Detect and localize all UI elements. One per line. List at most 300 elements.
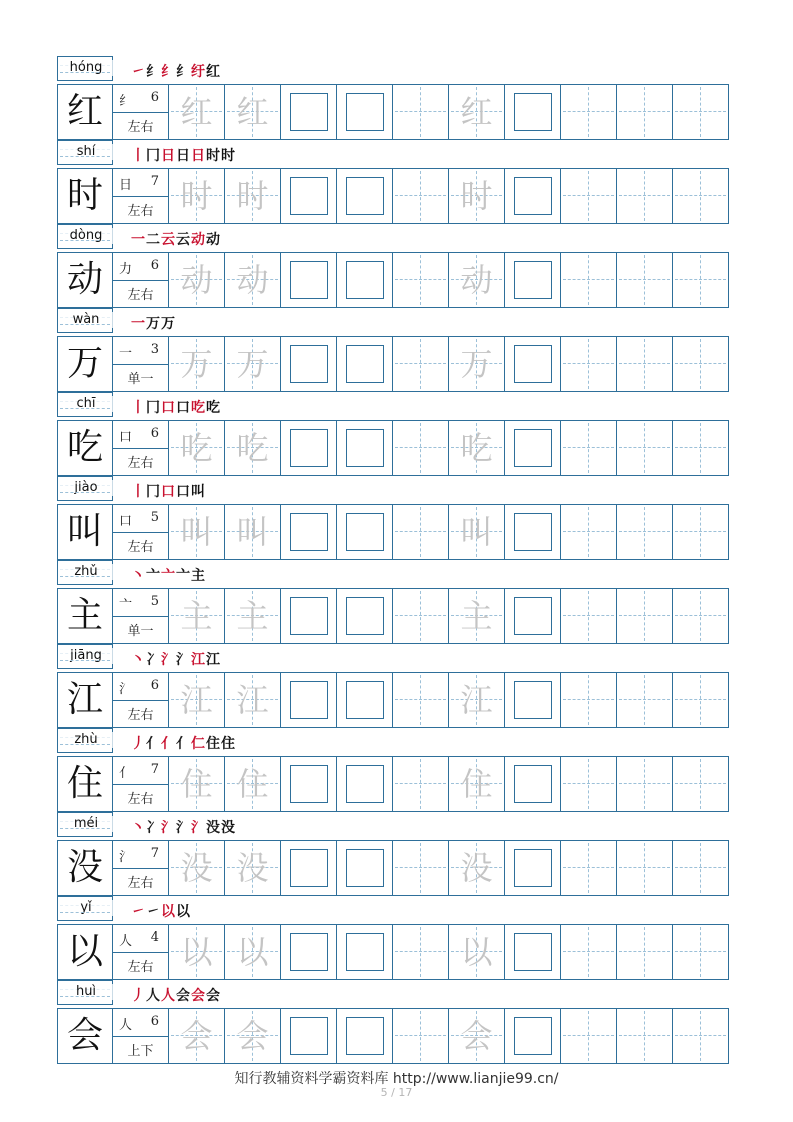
stroke-step: 二 bbox=[146, 232, 160, 248]
trace-character: 时 bbox=[180, 177, 213, 215]
stroke-step: 万 bbox=[146, 316, 160, 332]
trace-character: 万 bbox=[236, 345, 269, 383]
trace-cell bbox=[449, 421, 505, 475]
writing-row bbox=[57, 756, 729, 812]
inner-box bbox=[290, 513, 328, 551]
stroke-step: 叫 bbox=[191, 484, 205, 500]
structure-label: 单一 bbox=[127, 372, 154, 387]
info-cell bbox=[113, 85, 169, 139]
stroke-step: 纟 bbox=[146, 64, 160, 80]
main-character: 时 bbox=[66, 175, 103, 216]
stroke-step: 万 bbox=[161, 316, 175, 332]
stroke-step: 一 bbox=[131, 232, 145, 248]
empty-cell bbox=[393, 85, 449, 139]
inner-box bbox=[514, 345, 552, 383]
stroke-count: 6 bbox=[150, 258, 159, 273]
pinyin-row bbox=[57, 308, 729, 336]
structure-label: 左右 bbox=[127, 288, 154, 303]
main-character: 会 bbox=[66, 1015, 103, 1056]
pinyin-text: jiāng bbox=[58, 648, 114, 664]
trace-cell bbox=[225, 1009, 281, 1063]
stroke-count: 7 bbox=[150, 762, 159, 777]
structure-label: 左右 bbox=[127, 540, 154, 555]
character-block bbox=[57, 224, 729, 308]
trace-character: 没 bbox=[236, 849, 269, 887]
stroke-step: 会 bbox=[176, 988, 190, 1004]
stroke-step: 纟 bbox=[161, 64, 175, 80]
main-character-cell bbox=[57, 589, 113, 643]
radical: 人 bbox=[119, 934, 133, 949]
info-top bbox=[113, 253, 168, 281]
stroke-step: 丶 bbox=[131, 820, 145, 836]
stroke-order bbox=[131, 315, 175, 333]
empty-cell bbox=[673, 589, 729, 643]
trace-character: 万 bbox=[460, 345, 493, 383]
radical: 口 bbox=[119, 430, 133, 445]
trace-character: 江 bbox=[180, 681, 213, 719]
trace-character: 住 bbox=[236, 765, 269, 803]
inner-box bbox=[290, 597, 328, 635]
writing-row bbox=[57, 672, 729, 728]
stroke-step: 动 bbox=[191, 232, 205, 248]
empty-cell bbox=[673, 925, 729, 979]
trace-character: 以 bbox=[236, 933, 269, 971]
character-block bbox=[57, 56, 729, 140]
box-cell bbox=[337, 1009, 393, 1063]
box-cell bbox=[505, 253, 561, 307]
info-cell bbox=[113, 925, 169, 979]
writing-row bbox=[57, 84, 729, 140]
stroke-step: 冫 bbox=[146, 820, 160, 836]
empty-cell bbox=[673, 505, 729, 559]
box-cell bbox=[337, 337, 393, 391]
pinyin-cell bbox=[57, 392, 113, 417]
info-top bbox=[113, 169, 168, 197]
inner-box bbox=[514, 933, 552, 971]
character-block bbox=[57, 140, 729, 224]
stroke-step: 江 bbox=[206, 652, 220, 668]
trace-character: 会 bbox=[180, 1017, 213, 1055]
info-cell bbox=[113, 337, 169, 391]
empty-cell bbox=[617, 505, 673, 559]
trace-cell bbox=[449, 841, 505, 895]
character-block bbox=[57, 728, 729, 812]
trace-cell bbox=[225, 85, 281, 139]
pinyin-cell bbox=[57, 56, 113, 81]
info-top bbox=[113, 841, 168, 869]
radical: 口 bbox=[119, 514, 133, 529]
info-cell bbox=[113, 757, 169, 811]
trace-character: 住 bbox=[180, 765, 213, 803]
trace-character: 动 bbox=[180, 261, 213, 299]
empty-cell bbox=[617, 421, 673, 475]
structure-label: 左右 bbox=[127, 876, 154, 891]
stroke-step: 冂 bbox=[146, 148, 160, 164]
stroke-step: 丿 bbox=[131, 736, 145, 752]
trace-cell bbox=[449, 337, 505, 391]
box-cell bbox=[337, 505, 393, 559]
empty-cell bbox=[673, 337, 729, 391]
inner-box bbox=[290, 93, 328, 131]
stroke-order bbox=[131, 735, 235, 753]
character-block bbox=[57, 812, 729, 896]
pinyin-cell bbox=[57, 476, 113, 501]
character-block bbox=[57, 308, 729, 392]
stroke-order bbox=[131, 147, 235, 165]
stroke-order bbox=[131, 819, 235, 837]
stroke-step: 时 bbox=[206, 148, 220, 164]
stroke-step: 丨 bbox=[131, 484, 145, 500]
inner-box bbox=[346, 681, 384, 719]
trace-cell bbox=[169, 841, 225, 895]
trace-cell bbox=[449, 253, 505, 307]
inner-box bbox=[346, 597, 384, 635]
trace-cell bbox=[169, 337, 225, 391]
main-character-cell bbox=[57, 169, 113, 223]
inner-box bbox=[346, 513, 384, 551]
trace-character: 动 bbox=[236, 261, 269, 299]
empty-cell bbox=[393, 505, 449, 559]
stroke-step: 日 bbox=[191, 148, 205, 164]
box-cell bbox=[281, 673, 337, 727]
stroke-order bbox=[131, 63, 220, 81]
pinyin-row bbox=[57, 728, 729, 756]
info-cell bbox=[113, 505, 169, 559]
inner-box bbox=[346, 765, 384, 803]
info-top bbox=[113, 421, 168, 449]
main-character: 主 bbox=[66, 595, 103, 636]
stroke-step: 住 bbox=[206, 736, 220, 752]
box-cell bbox=[505, 1009, 561, 1063]
trace-cell bbox=[449, 169, 505, 223]
pinyin-row bbox=[57, 392, 729, 420]
inner-box bbox=[290, 681, 328, 719]
trace-cell bbox=[169, 757, 225, 811]
structure-label: 左右 bbox=[127, 960, 154, 975]
trace-cell bbox=[225, 673, 281, 727]
trace-cell bbox=[169, 589, 225, 643]
empty-cell bbox=[561, 253, 617, 307]
stroke-step: 红 bbox=[206, 64, 220, 80]
empty-cell bbox=[673, 757, 729, 811]
empty-cell bbox=[561, 925, 617, 979]
stroke-step: 会 bbox=[191, 988, 205, 1004]
empty-cell bbox=[673, 1009, 729, 1063]
info-cell bbox=[113, 1009, 169, 1063]
trace-cell bbox=[225, 505, 281, 559]
pinyin-cell bbox=[57, 644, 113, 669]
trace-character: 吃 bbox=[180, 429, 213, 467]
stroke-step: 丶 bbox=[131, 652, 145, 668]
radical: 力 bbox=[119, 262, 133, 277]
pinyin-row bbox=[57, 812, 729, 840]
main-character-cell bbox=[57, 337, 113, 391]
inner-box bbox=[346, 261, 384, 299]
inner-box bbox=[346, 93, 384, 131]
stroke-step: 纡 bbox=[191, 64, 205, 80]
pinyin-text: méi bbox=[58, 816, 114, 832]
empty-cell bbox=[393, 841, 449, 895]
empty-cell bbox=[561, 169, 617, 223]
box-cell bbox=[337, 841, 393, 895]
stroke-step: 云 bbox=[161, 232, 175, 248]
radical: 氵 bbox=[119, 682, 133, 697]
box-cell bbox=[281, 337, 337, 391]
trace-character: 主 bbox=[180, 597, 213, 635]
info-top bbox=[113, 757, 168, 785]
radical: 纟 bbox=[119, 94, 133, 109]
writing-row bbox=[57, 840, 729, 896]
box-cell bbox=[505, 337, 561, 391]
inner-box bbox=[514, 513, 552, 551]
trace-character: 没 bbox=[180, 849, 213, 887]
inner-box bbox=[290, 849, 328, 887]
empty-cell bbox=[561, 1009, 617, 1063]
trace-cell bbox=[225, 337, 281, 391]
trace-cell bbox=[449, 757, 505, 811]
main-character: 叫 bbox=[66, 511, 103, 552]
pinyin-text: yǐ bbox=[58, 900, 114, 916]
trace-character: 住 bbox=[460, 765, 493, 803]
trace-character: 主 bbox=[236, 597, 269, 635]
pinyin-row bbox=[57, 224, 729, 252]
main-character: 住 bbox=[66, 763, 103, 804]
pinyin-cell bbox=[57, 896, 113, 921]
trace-cell bbox=[169, 673, 225, 727]
trace-cell bbox=[225, 169, 281, 223]
trace-character: 万 bbox=[180, 345, 213, 383]
trace-cell bbox=[225, 421, 281, 475]
inner-box bbox=[346, 345, 384, 383]
box-cell bbox=[281, 421, 337, 475]
pinyin-cell bbox=[57, 308, 113, 333]
box-cell bbox=[281, 925, 337, 979]
writing-row bbox=[57, 924, 729, 980]
structure-label: 左右 bbox=[127, 204, 154, 219]
writing-row bbox=[57, 168, 729, 224]
main-character: 动 bbox=[66, 259, 103, 300]
main-character-cell bbox=[57, 757, 113, 811]
info-top bbox=[113, 673, 168, 701]
box-cell bbox=[281, 253, 337, 307]
writing-row bbox=[57, 588, 729, 644]
empty-cell bbox=[393, 757, 449, 811]
inner-box bbox=[514, 177, 552, 215]
box-cell bbox=[337, 757, 393, 811]
stroke-step: 以 bbox=[161, 904, 175, 920]
pinyin-cell bbox=[57, 224, 113, 249]
pinyin-text: jiào bbox=[58, 480, 114, 496]
stroke-step: 冫 bbox=[146, 652, 160, 668]
pinyin-text: zhù bbox=[58, 732, 114, 748]
empty-cell bbox=[673, 169, 729, 223]
info-top bbox=[113, 85, 168, 113]
box-cell bbox=[337, 421, 393, 475]
trace-cell bbox=[449, 673, 505, 727]
writing-row bbox=[57, 1008, 729, 1064]
trace-character: 主 bbox=[460, 597, 493, 635]
writing-row bbox=[57, 420, 729, 476]
box-cell bbox=[505, 673, 561, 727]
stroke-order bbox=[131, 483, 205, 501]
trace-character: 时 bbox=[236, 177, 269, 215]
pinyin-text: huì bbox=[58, 984, 114, 1000]
inner-box bbox=[346, 933, 384, 971]
stroke-order bbox=[131, 231, 220, 249]
trace-character: 叫 bbox=[236, 513, 269, 551]
trace-cell bbox=[449, 505, 505, 559]
inner-box bbox=[290, 345, 328, 383]
pinyin-text: wàn bbox=[58, 312, 114, 328]
stroke-count: 6 bbox=[150, 678, 159, 693]
radical: 亻 bbox=[119, 766, 133, 781]
empty-cell bbox=[561, 757, 617, 811]
box-cell bbox=[337, 673, 393, 727]
empty-cell bbox=[673, 841, 729, 895]
pinyin-row bbox=[57, 644, 729, 672]
empty-cell bbox=[393, 673, 449, 727]
main-character: 红 bbox=[66, 91, 103, 132]
stroke-step: 会 bbox=[206, 988, 220, 1004]
trace-cell bbox=[449, 85, 505, 139]
structure-label: 单一 bbox=[127, 624, 154, 639]
empty-cell bbox=[673, 253, 729, 307]
inner-box bbox=[346, 1017, 384, 1055]
inner-box bbox=[290, 429, 328, 467]
pinyin-cell bbox=[57, 812, 113, 837]
structure-label: 左右 bbox=[127, 708, 154, 723]
empty-cell bbox=[561, 589, 617, 643]
pinyin-cell bbox=[57, 140, 113, 165]
info-cell bbox=[113, 253, 169, 307]
stroke-step: 江 bbox=[191, 652, 205, 668]
main-character-cell bbox=[57, 85, 113, 139]
stroke-step: 丨 bbox=[131, 148, 145, 164]
empty-cell bbox=[617, 1009, 673, 1063]
character-block bbox=[57, 476, 729, 560]
box-cell bbox=[505, 757, 561, 811]
inner-box bbox=[290, 765, 328, 803]
stroke-order bbox=[131, 651, 220, 669]
box-cell bbox=[505, 505, 561, 559]
empty-cell bbox=[561, 421, 617, 475]
footer-text: 知行教辅资料学霸资料库 http://www.lianjie99.cn/ bbox=[234, 1071, 559, 1087]
structure-label: 左右 bbox=[127, 456, 154, 471]
info-cell bbox=[113, 589, 169, 643]
trace-character: 吃 bbox=[460, 429, 493, 467]
structure-label: 上下 bbox=[127, 1044, 154, 1059]
stroke-step: 主 bbox=[191, 568, 205, 584]
empty-cell bbox=[617, 169, 673, 223]
trace-cell bbox=[225, 841, 281, 895]
empty-cell bbox=[617, 925, 673, 979]
box-cell bbox=[337, 589, 393, 643]
main-character: 江 bbox=[66, 679, 103, 720]
trace-character: 会 bbox=[460, 1017, 493, 1055]
box-cell bbox=[505, 169, 561, 223]
trace-character: 红 bbox=[180, 93, 213, 131]
trace-cell bbox=[449, 589, 505, 643]
trace-character: 红 bbox=[236, 93, 269, 131]
stroke-step: 日 bbox=[161, 148, 175, 164]
stroke-count: 5 bbox=[150, 510, 159, 525]
empty-cell bbox=[561, 841, 617, 895]
empty-cell bbox=[561, 505, 617, 559]
trace-cell bbox=[449, 925, 505, 979]
stroke-step: 住 bbox=[221, 736, 235, 752]
writing-row bbox=[57, 504, 729, 560]
inner-box bbox=[290, 1017, 328, 1055]
character-block bbox=[57, 392, 729, 476]
pinyin-row bbox=[57, 476, 729, 504]
main-character: 没 bbox=[66, 847, 103, 888]
trace-character: 会 bbox=[236, 1017, 269, 1055]
trace-character: 吃 bbox=[236, 429, 269, 467]
trace-cell bbox=[225, 589, 281, 643]
pinyin-text: shí bbox=[58, 144, 114, 160]
trace-character: 江 bbox=[460, 681, 493, 719]
empty-cell bbox=[393, 337, 449, 391]
trace-cell bbox=[449, 1009, 505, 1063]
pinyin-row bbox=[57, 980, 729, 1008]
stroke-step: 时 bbox=[221, 148, 235, 164]
trace-character: 以 bbox=[180, 933, 213, 971]
stroke-step: 氵 bbox=[161, 652, 175, 668]
stroke-step: 亻 bbox=[146, 736, 160, 752]
box-cell bbox=[505, 841, 561, 895]
pinyin-text: hóng bbox=[58, 60, 114, 76]
inner-box bbox=[346, 849, 384, 887]
stroke-step: 吃 bbox=[206, 400, 220, 416]
stroke-step: 氵 bbox=[161, 820, 175, 836]
stroke-step: 人 bbox=[146, 988, 160, 1004]
stroke-step: 亻 bbox=[161, 736, 175, 752]
stroke-step: 丶 bbox=[131, 568, 145, 584]
stroke-step: 口 bbox=[176, 400, 190, 416]
stroke-order bbox=[131, 903, 190, 921]
stroke-count: 6 bbox=[150, 1014, 159, 1029]
main-character-cell bbox=[57, 421, 113, 475]
trace-character: 没 bbox=[460, 849, 493, 887]
inner-box bbox=[514, 261, 552, 299]
trace-cell bbox=[225, 253, 281, 307]
writing-row bbox=[57, 252, 729, 308]
empty-cell bbox=[561, 85, 617, 139]
stroke-count: 3 bbox=[150, 342, 159, 357]
stroke-step: 亠 bbox=[176, 568, 190, 584]
character-block bbox=[57, 980, 729, 1064]
stroke-step: ㇀ bbox=[131, 64, 145, 80]
stroke-count: 6 bbox=[150, 426, 159, 441]
inner-box bbox=[514, 765, 552, 803]
box-cell bbox=[281, 85, 337, 139]
character-block bbox=[57, 560, 729, 644]
box-cell bbox=[337, 169, 393, 223]
main-character-cell bbox=[57, 841, 113, 895]
stroke-count: 7 bbox=[150, 846, 159, 861]
stroke-count: 5 bbox=[150, 594, 159, 609]
trace-character: 叫 bbox=[180, 513, 213, 551]
empty-cell bbox=[393, 421, 449, 475]
practice-sheet bbox=[57, 56, 729, 1064]
stroke-step: 没 bbox=[206, 820, 220, 836]
main-character-cell bbox=[57, 505, 113, 559]
box-cell bbox=[505, 925, 561, 979]
main-character-cell bbox=[57, 1009, 113, 1063]
structure-label: 左右 bbox=[127, 792, 154, 807]
box-cell bbox=[337, 253, 393, 307]
empty-cell bbox=[617, 841, 673, 895]
